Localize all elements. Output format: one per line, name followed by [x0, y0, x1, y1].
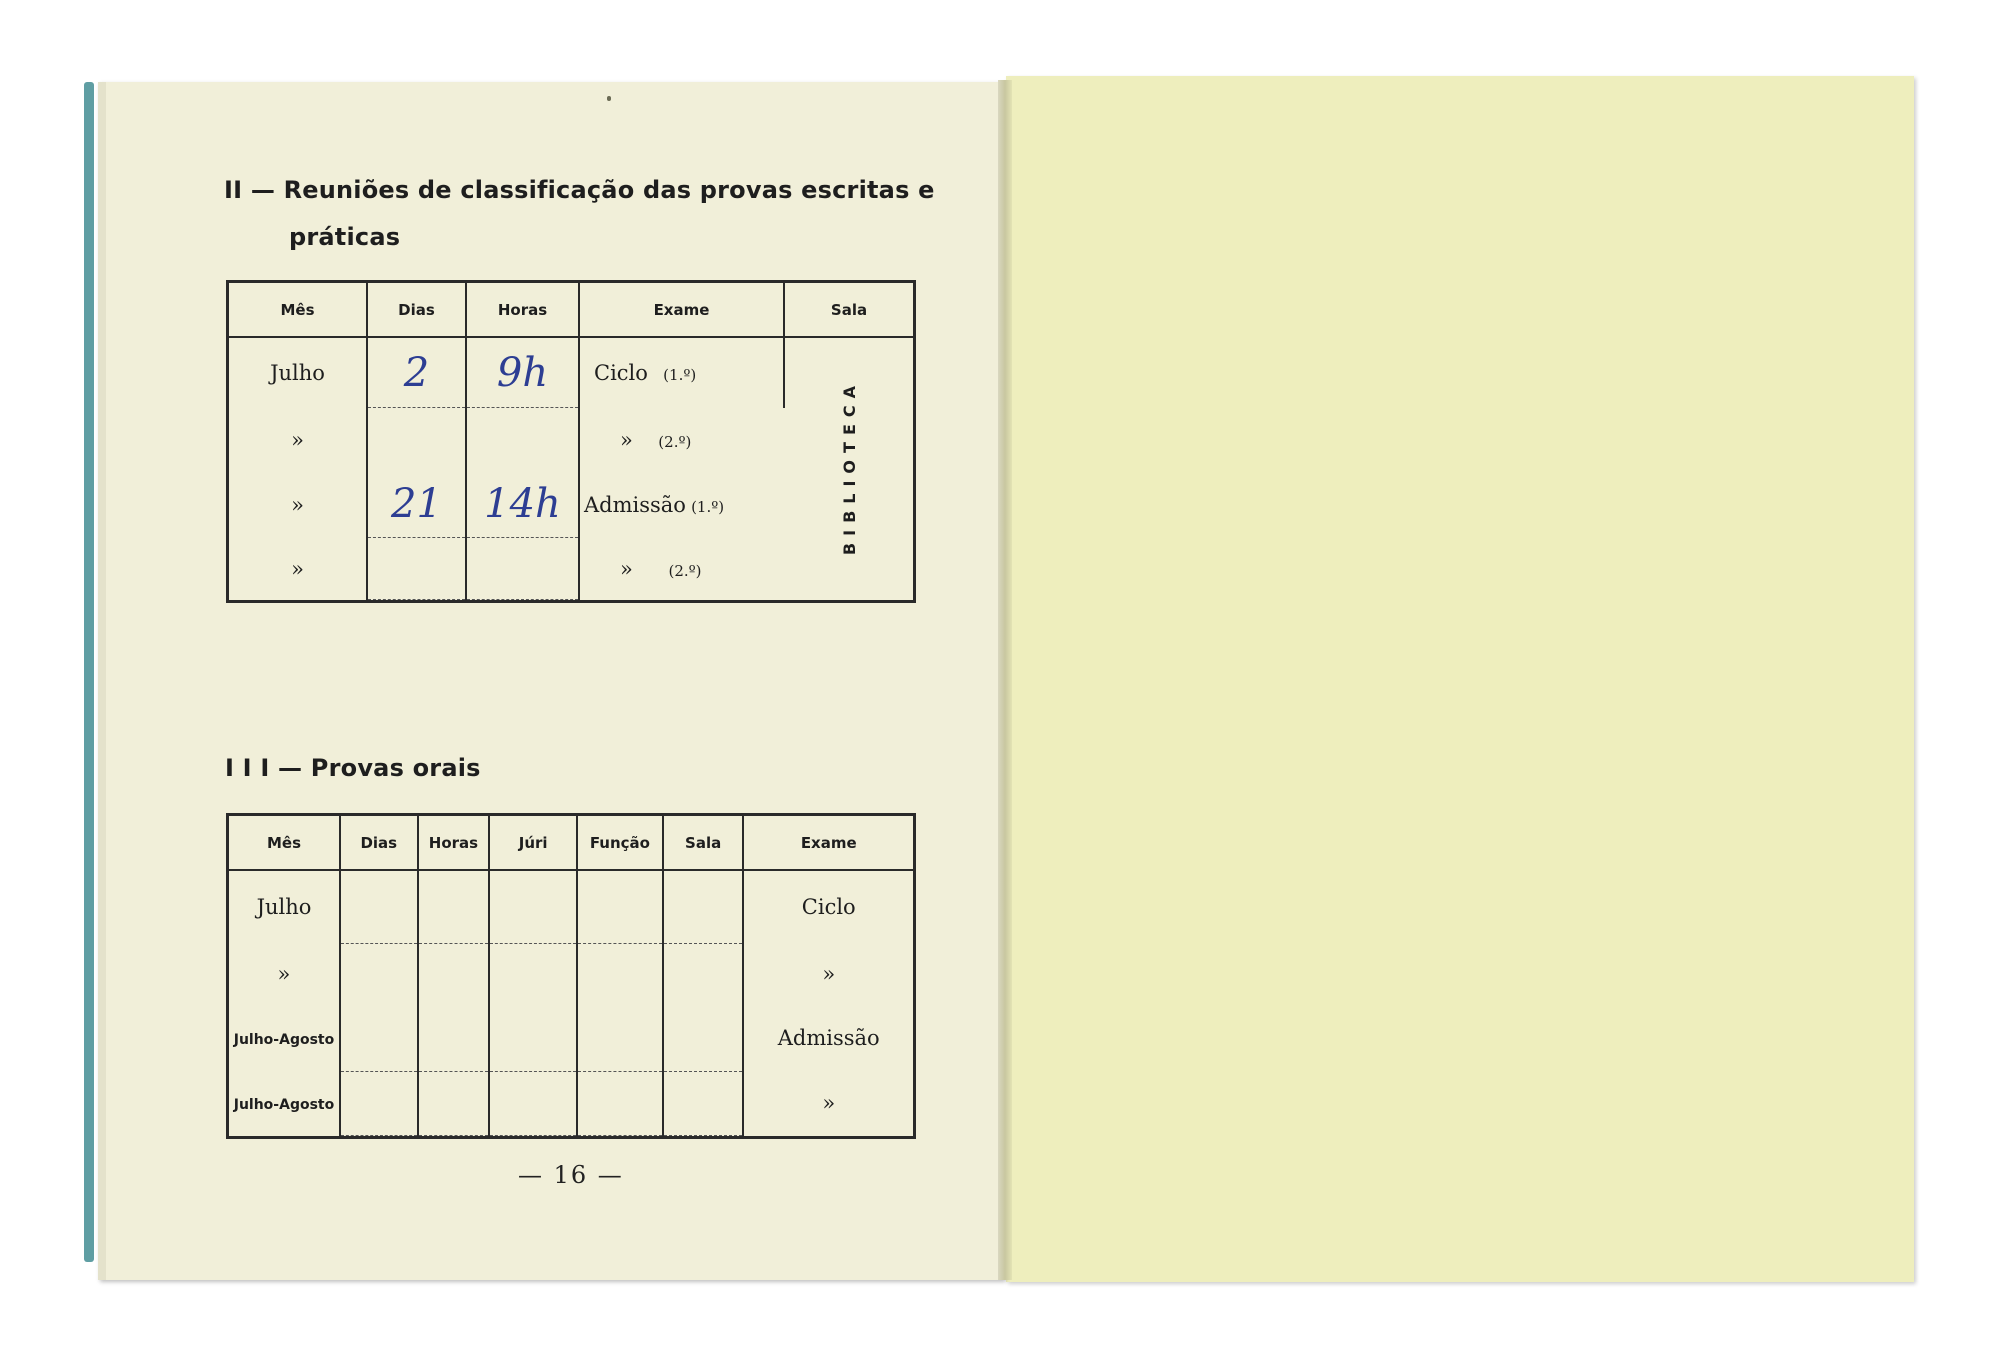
- booklet-gutter: [998, 80, 1012, 1280]
- ink-dot: [607, 96, 611, 101]
- col-header-sala: Sala: [784, 283, 913, 337]
- col-header-exame: Exame: [743, 816, 913, 870]
- exame-cell: »: [620, 427, 633, 452]
- mes-cell: »: [291, 556, 304, 581]
- col-header-dias: Dias: [367, 283, 466, 337]
- table-oral-exams: [226, 813, 916, 1139]
- exame-num-cell: (1.º): [691, 497, 725, 516]
- mes-cell: »: [291, 427, 304, 452]
- table-classification-meetings: [226, 280, 916, 603]
- exame-num-cell: (1.º): [663, 366, 697, 384]
- mes-cell: Julho: [270, 361, 325, 385]
- mes-cell: Julho-Agosto: [233, 1031, 335, 1048]
- table-row: [229, 1005, 913, 1071]
- mes-cell: »: [291, 492, 304, 517]
- exame-num-cell: (2.º): [668, 561, 702, 580]
- col-header-dias: Dias: [340, 816, 418, 870]
- mes-cell: Julho-Agosto: [233, 1096, 335, 1113]
- col-header-mes: Mês: [229, 283, 367, 337]
- exame-cell: Admissão: [777, 1026, 880, 1051]
- table-row: [229, 1071, 913, 1135]
- handwritten-hour: 9h: [496, 349, 549, 396]
- col-header-exame: Exame: [579, 283, 784, 337]
- mes-cell: »: [277, 962, 291, 987]
- col-header-sala: Sala: [663, 816, 744, 870]
- col-header-juri: Júri: [489, 816, 577, 870]
- exame-num-cell: (2.º): [658, 432, 692, 451]
- handwritten-day: 21: [391, 481, 442, 528]
- table-row: [229, 870, 913, 943]
- table-row: [229, 337, 913, 407]
- exame-cell: Admissão: [584, 492, 686, 517]
- right-page-blank: [1006, 76, 1914, 1282]
- handwritten-day: 2: [403, 349, 430, 396]
- col-header-horas: Horas: [418, 816, 490, 870]
- table-row: [229, 943, 913, 1005]
- col-header-funcao: Função: [577, 816, 663, 870]
- exame-cell: »: [822, 962, 836, 987]
- exame-cell: »: [822, 1091, 836, 1116]
- col-header-horas: Horas: [466, 283, 579, 337]
- section2-title-line2: práticas: [289, 223, 401, 251]
- page-number: — 16 —: [518, 1161, 624, 1189]
- exame-cell: Ciclo: [594, 361, 648, 385]
- booklet-edge: [84, 82, 94, 1262]
- sala-biblioteca: BIBLIOTECA: [839, 378, 859, 555]
- page-edge: [98, 82, 106, 1280]
- exame-cell: »: [620, 556, 633, 581]
- mes-cell: Julho: [256, 895, 312, 920]
- section2-title-line1: II — Reuniões de classificação das provas escritas e: [224, 176, 935, 204]
- section3-title: I I I — Provas orais: [225, 754, 481, 782]
- handwritten-hour: 14h: [484, 481, 561, 528]
- exame-cell: Ciclo: [801, 895, 856, 920]
- col-header-mes: Mês: [229, 816, 340, 870]
